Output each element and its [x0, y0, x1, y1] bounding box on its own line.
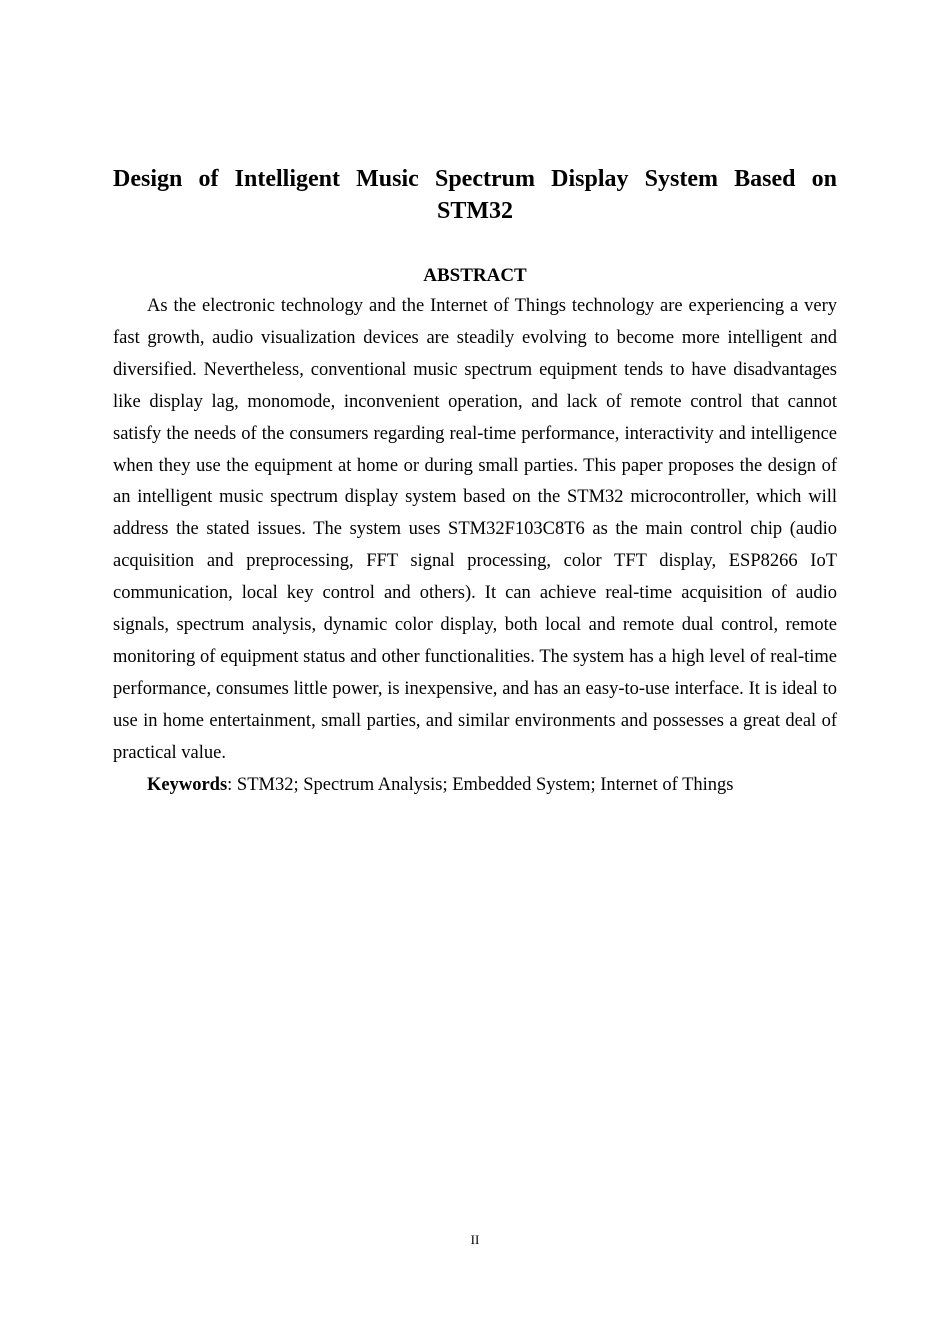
paper-title: Design of Intelligent Music Spectrum Display System Based on STM32: [113, 166, 837, 224]
keywords-list: : STM32; Spectrum Analysis; Embedded System; Internet of Things: [227, 775, 734, 795]
keywords-line: [113, 770, 837, 802]
keywords-label: Keywords: [147, 775, 228, 795]
abstract-heading: ABSTRACT: [423, 265, 527, 286]
page-number: II: [470, 1232, 480, 1247]
abstract-body: As the electronic technology and the Internet of Things technology are experiencing a very fast growth, audio visualization devices are steadily evolving to become more intelligent and diversified. Nevertheless, conventional music spectrum equipment tends to have disadvantages like display lag, monomode, inconvenient operation, and lack of remote control that cannot satisfy the needs of the consumers regarding real-time performance, interactivity and intelligence when they use the equipment at home or during small parties. This paper proposes the design of an intelligent music spectrum display system based on the STM32 microcontroller, which will address the stated issues. The system uses STM32F103C8T6 as the main control chip (audio acquisition and preprocessing, FFT signal processing, color TFT display, ESP8266 IoT communication, local key control and others). It can achieve real-time acquisition of audio signals, spectrum analysis, dynamic color display, both local and remote dual control, remote monitoring of equipment status and other functionalities. The system has a high level of real-time performance, consumes little power, is inexpensive, and has an easy-to-use interface. It is ideal to use in home entertainment, small parties, and similar environments and possesses a great deal of practical value.: [113, 296, 837, 763]
